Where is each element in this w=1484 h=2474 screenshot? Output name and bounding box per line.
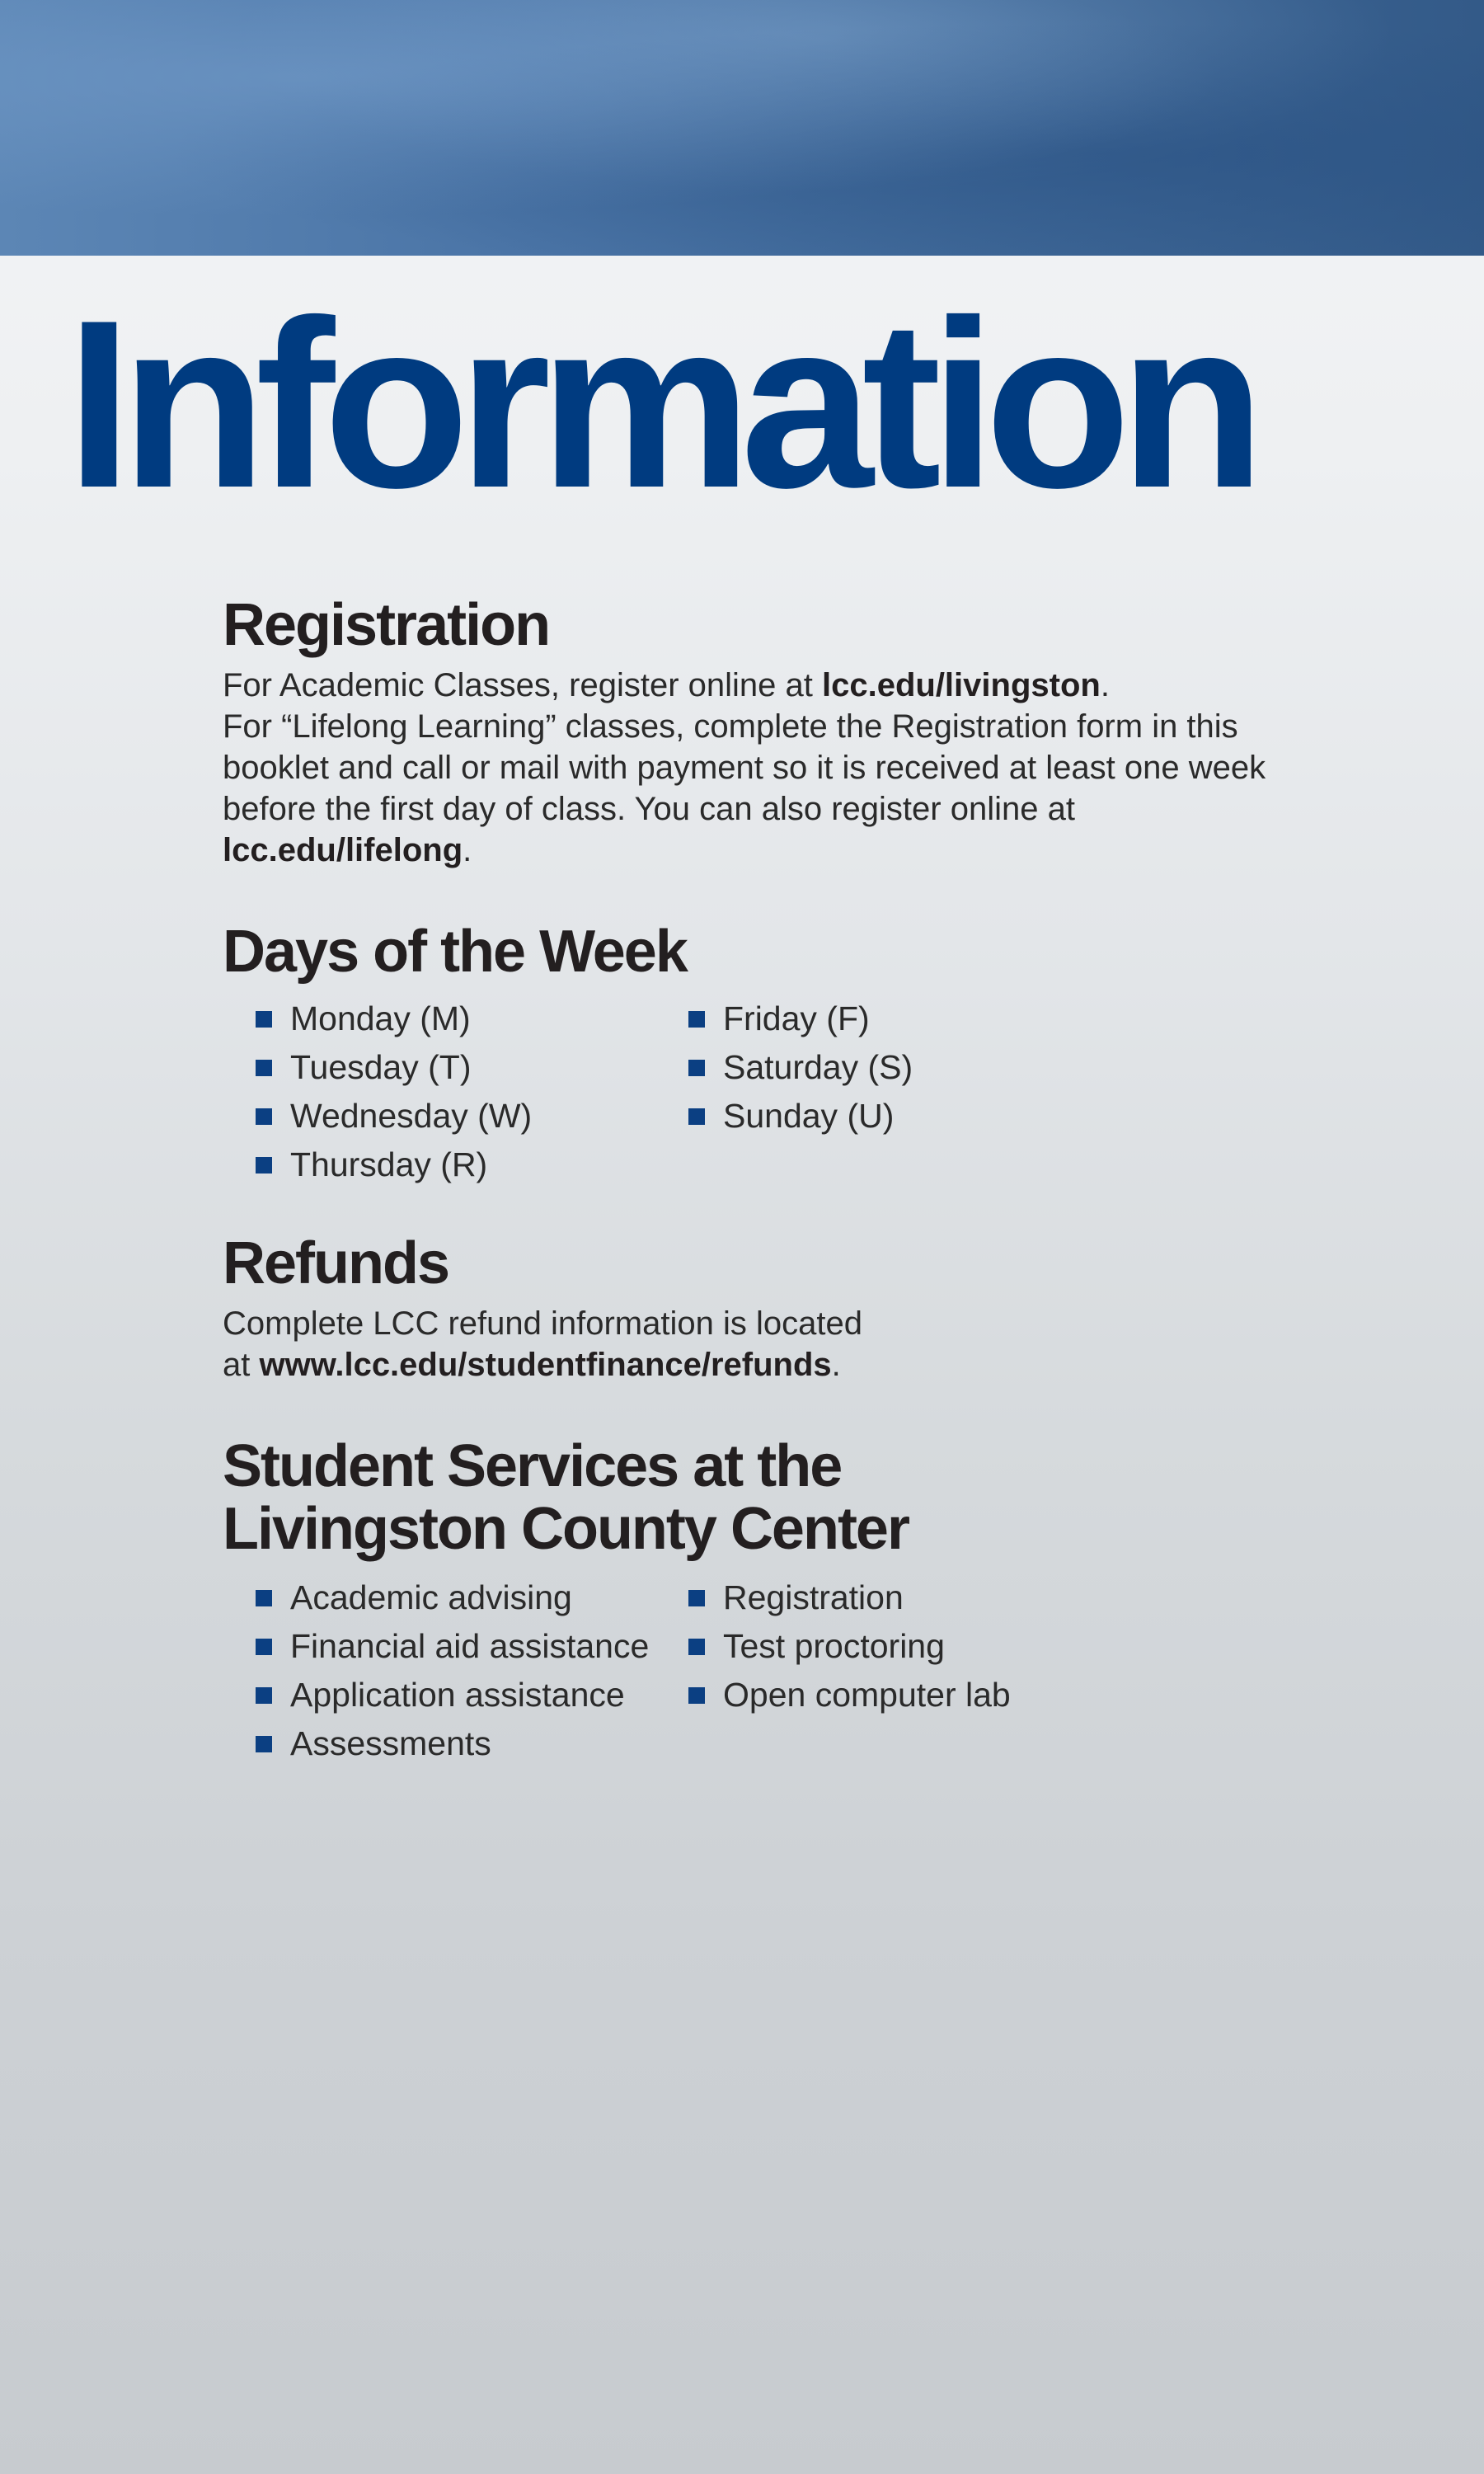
- list-item: [688, 1092, 913, 1141]
- refunds-link: www.lcc.edu/studentfinance/refunds: [259, 1347, 832, 1383]
- content: [223, 592, 1294, 1768]
- list-item: [688, 1043, 913, 1092]
- refunds-section: [223, 1230, 1294, 1385]
- square-bullet-icon: [256, 1157, 272, 1174]
- square-bullet-icon: [256, 1736, 272, 1752]
- service-label: Open computer lab: [723, 1676, 1011, 1714]
- days-list: [223, 995, 1294, 1189]
- refunds-heading: Refunds: [223, 1230, 448, 1296]
- service-label: Academic advising: [290, 1578, 572, 1616]
- day-label: Friday (F): [723, 999, 870, 1037]
- registration-lifelong-link: lcc.edu/lifelong: [223, 832, 463, 868]
- day-label: Saturday (S): [723, 1048, 913, 1086]
- services-heading-line2: Livingston County Center: [223, 1496, 909, 1562]
- square-bullet-icon: [688, 1590, 705, 1606]
- square-bullet-icon: [256, 1590, 272, 1606]
- days-right-column: [688, 995, 913, 1189]
- page-title: Information: [66, 270, 1254, 538]
- service-label: Financial aid assistance: [290, 1627, 650, 1665]
- list-item: [256, 995, 688, 1043]
- square-bullet-icon: [688, 1687, 705, 1704]
- list-item: [256, 1043, 688, 1092]
- square-bullet-icon: [256, 1011, 272, 1028]
- day-label: Wednesday (W): [290, 1097, 533, 1135]
- registration-heading: Registration: [223, 592, 550, 658]
- service-label: Registration: [723, 1578, 904, 1616]
- refunds-line2-period: .: [831, 1347, 841, 1383]
- list-item: [256, 1671, 688, 1719]
- list-item: [256, 1622, 688, 1671]
- list-item: [688, 1622, 1011, 1671]
- services-section: [223, 1435, 1294, 1768]
- list-item: [688, 1573, 1011, 1622]
- square-bullet-icon: [256, 1060, 272, 1076]
- square-bullet-icon: [688, 1011, 705, 1028]
- registration-academic-link: lcc.edu/livingston: [821, 667, 1101, 703]
- services-right-column: [688, 1573, 1011, 1768]
- square-bullet-icon: [688, 1108, 705, 1125]
- registration-line1-period: .: [1100, 667, 1110, 703]
- registration-line2-period: .: [463, 832, 472, 868]
- services-heading-line1: Student Services at the: [223, 1433, 842, 1499]
- registration-line1-text: For Academic Classes, register online at: [223, 667, 822, 703]
- day-label: Sunday (U): [723, 1097, 895, 1135]
- service-label: Assessments: [290, 1724, 491, 1762]
- services-left-column: [223, 1573, 688, 1768]
- square-bullet-icon: [256, 1639, 272, 1655]
- services-list: [223, 1573, 1294, 1768]
- registration-text: [223, 665, 1294, 871]
- header-banner: [0, 0, 1484, 256]
- day-label: Thursday (R): [290, 1145, 488, 1183]
- service-label: Application assistance: [290, 1676, 625, 1714]
- refunds-line1: Complete LCC refund information is located: [223, 1305, 862, 1342]
- refunds-line2-text: at: [223, 1347, 260, 1383]
- square-bullet-icon: [256, 1687, 272, 1704]
- square-bullet-icon: [256, 1108, 272, 1125]
- list-item: [256, 1141, 688, 1189]
- list-item: [688, 995, 913, 1043]
- refunds-text: [223, 1303, 1294, 1385]
- days-heading: Days of the Week: [223, 919, 687, 985]
- list-item: [256, 1573, 688, 1622]
- service-label: Test proctoring: [723, 1627, 945, 1665]
- days-section: [223, 919, 1294, 1189]
- day-label: Tuesday (T): [290, 1048, 472, 1086]
- registration-line2-text: For “Lifelong Learning” classes, complete the Registration form in this booklet and call or mail with payment so it is received at least one week before the first day of class. You can also register online at: [223, 708, 1266, 827]
- days-left-column: [223, 995, 688, 1189]
- services-heading: [223, 1435, 1294, 1560]
- registration-section: [223, 592, 1294, 871]
- day-label: Monday (M): [290, 999, 471, 1037]
- square-bullet-icon: [688, 1060, 705, 1076]
- square-bullet-icon: [688, 1639, 705, 1655]
- list-item: [256, 1092, 688, 1141]
- list-item: [256, 1719, 688, 1768]
- list-item: [688, 1671, 1011, 1719]
